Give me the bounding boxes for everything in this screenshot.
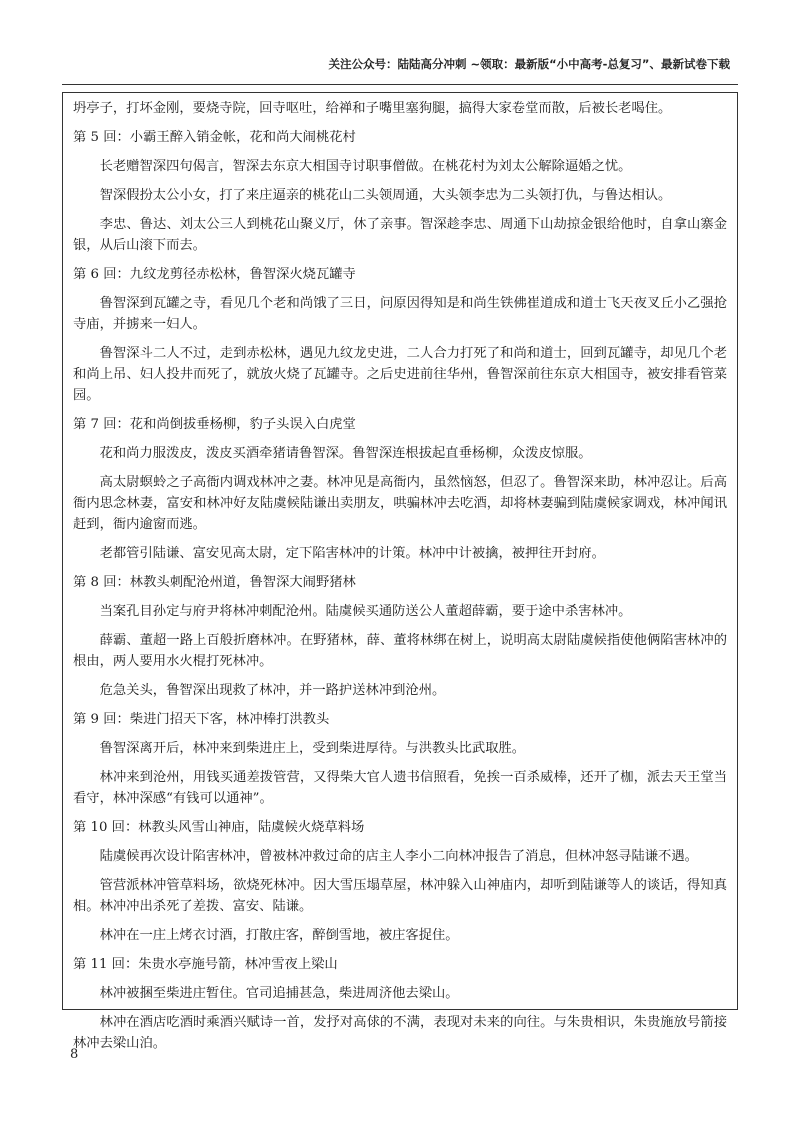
paragraph: 鲁智深斗二人不过，走到赤松林，遇见九纹龙史进，二人合力打死了和尚和道士，回到瓦罐寺，却见几个老和尚上吊、妇人投井而死了，就放火烧了瓦罐寺。之后史进前往华州，鲁智深前往东京大相国寺，被安排看管菜园。 xyxy=(73,346,727,403)
chapter-heading: 第 6 回：九纹龙剪径赤松林，鲁智深火烧瓦罐寺 xyxy=(73,267,356,282)
paragraph: 长老赠智深四句偈言，智深去东京大相国寺讨职事僧做。在桃花村为刘太公解除逼婚之忧。 xyxy=(99,159,632,174)
paragraph: 老都管引陆谦、富安见高太尉，定下陷害林冲的计策。林冲中计被擒，被押往开封府。 xyxy=(99,546,605,561)
paragraph: 鲁智深离开后，林冲来到柴进庄上，受到柴进厚待。与洪教头比武取胜。 xyxy=(99,741,526,756)
paragraph: 陆虞候再次设计陷害林冲，曾被林冲救过命的店主人李小二向林冲报告了消息，但林冲怒寻陆谦不遇。 xyxy=(99,849,698,864)
chapter-heading: 第 8 回：林教头刺配沧州道，鲁智深大闹野猪林 xyxy=(73,575,356,590)
page-number: 8 xyxy=(70,1047,79,1062)
paragraph: 坍亭子，打坏金刚，要烧寺院，回寺呕吐，给禅和子嘴里塞狗腿，搞得大家卷堂而散，后被长老喝住。 xyxy=(73,101,672,116)
chapter-heading: 第 9 回：柴进门招天下客，林冲棒打洪教头 xyxy=(73,712,330,727)
paragraph: 林冲在酒店吃酒时乘酒兴赋诗一首，发抒对高俅的不满，表现对未来的向往。与朱贵相识，朱贵施放号箭接林冲去梁山泊。 xyxy=(73,1015,727,1051)
chapter-heading: 第 10 回：林教头风雪山神庙，陆虞候火烧草料场 xyxy=(73,820,365,835)
paragraph: 当案孔目孙定与府尹将林冲刺配沧州。陆虞候买通防送公人董超薛霸，要于途中杀害林冲。 xyxy=(99,604,632,619)
paragraph: 花和尚力服泼皮，泼皮买酒牵猪请鲁智深。鲁智深连根拔起直垂杨柳，众泼皮惊服。 xyxy=(99,446,592,461)
paragraph: 管营派林冲管草料场，欲烧死林冲。因大雪压塌草屋，林冲躲入山神庙内，却听到陆谦等人的谈话，得知真相。林冲冲出杀死了差拨、富安、陆谦。 xyxy=(73,878,727,914)
paragraph: 林冲被捆至柴进庄暂住。官司追捕甚急，柴进周济他去梁山。 xyxy=(99,986,459,1001)
paragraph: 智深假扮太公小女，打了来庄逼亲的桃花山二头领周通，大头领李忠为二头领打仇，与鲁达相认。 xyxy=(99,188,672,203)
paragraph: 林冲在一庄上烤衣讨酒，打散庄客，醉倒雪地，被庄客捉住。 xyxy=(99,928,459,943)
paragraph: 薛霸、董超一路上百般折磨林冲。在野猪林，薛、董将林绑在树上，说明高太尉陆虞候指使他俩陷害林冲的根由，两人要用水火棍打死林冲。 xyxy=(73,633,727,669)
paragraph: 高太尉螟蛉之子高衙内调戏林冲之妻。林冲见是高衙内，虽然恼怒，但忍了。鲁智深来助，林冲忍让。后高衙内思念林妻，富安和林冲好友陆虞候陆谦出卖朋友，哄骗林冲去吃酒，却将林妻骗到陆虞候家调戏，林冲闻讯赶到，衙内逾窗而逃。 xyxy=(73,475,727,532)
content-box xyxy=(62,92,738,1051)
chapter-heading: 第 5 回：小霸王醉入销金帐，花和尚大闹桃花村 xyxy=(73,130,356,145)
chapter-heading: 第 11 回：朱贵水亭施号箭，林冲雪夜上梁山 xyxy=(73,957,338,972)
header-divider xyxy=(62,84,738,85)
chapter-heading: 第 7 回：花和尚倒拔垂杨柳，豹子头误入白虎堂 xyxy=(73,417,356,432)
paragraph: 鲁智深到瓦罐之寺，看见几个老和尚饿了三日，问原因得知是和尚生铁佛崔道成和道士飞天夜叉丘小乙强抢寺庙，并掳来一妇人。 xyxy=(73,296,727,332)
paragraph: 林冲来到沧州，用钱买通差拨管营，又得柴大官人遗书信照看，免挨一百杀威棒，还开了枷，派去天王堂当看守，林冲深感“有钱可以通神”。 xyxy=(73,770,727,806)
paragraph: 危急关头，鲁智深出现救了林冲，并一路护送林冲到沧州。 xyxy=(99,683,446,698)
paragraph: 李忠、鲁达、刘太公三人到桃花山聚义厅，休了亲事。智深趁李忠、周通下山劫掠金银给他时，自拿山寨金银，从后山滚下而去。 xyxy=(73,217,727,253)
page-header: 关注公众号：陆陆高分冲刺 ~领取：最新版“小中高考-总复习”、最新试卷下载 xyxy=(328,57,730,71)
